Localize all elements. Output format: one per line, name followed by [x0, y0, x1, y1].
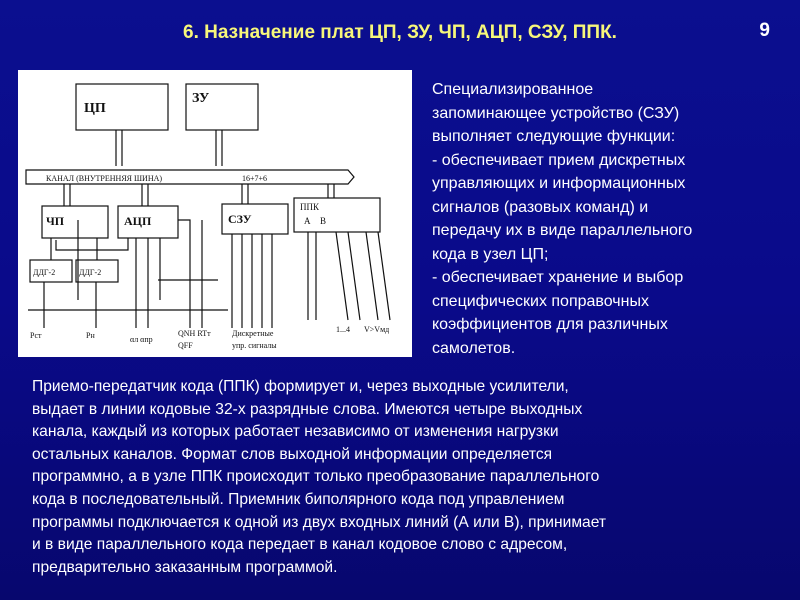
signal-range: 1...4	[336, 325, 350, 334]
signal-qnh: QNH RTт	[178, 329, 211, 338]
signal-discrete-1: Дискретные	[232, 329, 274, 338]
text-line: программы подключается к одной из двух входных линий (А или В), принимает	[32, 513, 607, 531]
signal-pn: Рн	[86, 331, 95, 340]
cpu-label: ЦП	[84, 101, 106, 116]
signal-qff: QFF	[178, 341, 193, 350]
ppk-description	[32, 376, 777, 579]
text-line: кода в последовательный. Приемник биполярного кода под управлением	[32, 490, 565, 508]
szu-label: СЗУ	[228, 212, 252, 226]
cpu-bus-link	[116, 130, 122, 166]
text-line: - обеспечивает хранение и выбор	[432, 269, 684, 286]
signal-vmd: V>Vмд	[364, 325, 390, 334]
ddg-label-2: ДДГ-2	[79, 268, 102, 277]
text-line: канала, каждый из которых работает независимо от изменения нагрузки	[32, 423, 559, 441]
text-line: - обеспечивает прием дискретных	[432, 151, 686, 169]
mem-label: ЗУ	[192, 91, 210, 106]
text-line: и в виде параллельного кода передает в канал кодовое слово с адресом,	[32, 536, 568, 554]
ddg-label-1: ДДГ-2	[33, 268, 56, 277]
text-line: запоминающее устройство (СЗУ)	[432, 104, 680, 122]
mem-bus-link	[216, 130, 222, 166]
block-diagram	[18, 70, 412, 357]
text-line: специфических поправочных	[432, 292, 649, 310]
signal-pst: Рст	[30, 331, 42, 340]
text-line: предварительно заказанным программой.	[32, 558, 338, 576]
text-line: коэффициентов для различных	[432, 316, 668, 333]
text-line: самолетов.	[432, 339, 516, 357]
text-line: Приемо-передатчик кода (ППК) формирует и, через выходные усилители,	[32, 378, 569, 395]
text-line: кода в узел ЦП;	[432, 245, 549, 263]
ppk-label: ППК	[300, 202, 320, 212]
text-line: выполняет следующие функции:	[432, 128, 676, 145]
adc-label: АЦП	[124, 214, 152, 228]
ppk-b-label: В	[320, 216, 327, 226]
bus-label: КАНАЛ (ВНУТРЕННЯЯ ШИНА)	[46, 174, 163, 183]
text-line: передачу их в виде параллельного	[432, 222, 693, 239]
text-line: выдает в линии кодовые 32-х разрядные слова. Имеются четыре выходных	[32, 400, 583, 418]
signal-discrete-2: упр. сигналы	[232, 341, 277, 350]
slide-title: 6. Назначение плат ЦП, ЗУ, ЧП, АЦП, СЗУ, ППК.	[183, 22, 617, 43]
fp-label: ЧП	[46, 214, 65, 228]
ppk-a-label: А	[304, 216, 311, 226]
signal-alpha: αл αпр	[130, 335, 153, 344]
text-line: сигналов (разовых команд) и	[432, 198, 649, 216]
text-line: Специализированное	[432, 81, 594, 98]
szu-description	[432, 78, 784, 360]
slide-number: 9	[759, 20, 770, 41]
block-diagram-svg	[18, 70, 412, 357]
text-line: остальных каналов. Формат слов выходной информации определяется	[32, 445, 553, 463]
text-line: программно, а в узле ППК происходит только преобразование параллельного	[32, 468, 600, 486]
text-line: управляющих и информационных	[432, 175, 686, 192]
bus-width-label: 16+7+6	[242, 174, 268, 183]
